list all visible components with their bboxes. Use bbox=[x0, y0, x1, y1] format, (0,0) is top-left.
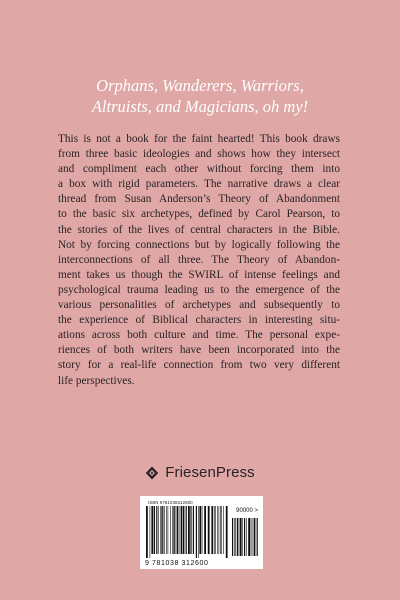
barcode-bar bbox=[146, 506, 148, 558]
barcode-bar bbox=[214, 506, 215, 554]
barcode-bar bbox=[193, 506, 194, 554]
price-barcode-bar bbox=[244, 518, 245, 556]
barcode-bar bbox=[160, 506, 161, 554]
price-code: 90000 > bbox=[236, 508, 258, 514]
blurb-line: ations across both culture and time. The personal expe- bbox=[58, 329, 340, 342]
barcode-bar bbox=[202, 506, 203, 554]
barcode-bars bbox=[146, 506, 228, 558]
barcode-bar bbox=[168, 506, 169, 554]
blurb-line: interconnections of all three. The Theory of Abandon- bbox=[58, 253, 340, 266]
barcode-bar bbox=[183, 506, 185, 554]
barcode-bar bbox=[156, 506, 157, 554]
price-barcode-bar bbox=[237, 518, 238, 556]
price-barcode-bar bbox=[257, 518, 258, 556]
blurb-line: thread from Susan Anderson’s Theory of Abandonment bbox=[58, 193, 340, 206]
blurb-line: riences of both writers have been incorporated into the bbox=[58, 344, 340, 357]
price-barcode-bar bbox=[254, 518, 256, 556]
blurb-line: and compliment each other without forcing them into bbox=[58, 163, 340, 176]
price-barcode-bar bbox=[252, 518, 253, 556]
barcode-bar bbox=[166, 506, 167, 554]
blurb-line: the stories of the lives of central characters in the Bible. bbox=[58, 223, 340, 236]
blurb-line: a box with rigid parameters. The narrative draws a clear bbox=[58, 178, 340, 191]
blurb-line: from three basic ideologies and shows how they intersect bbox=[58, 148, 340, 161]
barcode-bar bbox=[220, 506, 221, 554]
price-barcode-bar bbox=[242, 518, 243, 556]
blurb-line: psychological trauma leading us to the emergence of the bbox=[58, 283, 340, 296]
price-barcode-bars bbox=[232, 518, 258, 556]
tagline bbox=[0, 75, 400, 117]
blurb-line: This is not a book for the faint hearted! This book draws bbox=[58, 133, 340, 145]
price-barcode-bar bbox=[239, 518, 240, 556]
friesenpress-logo-icon bbox=[145, 466, 159, 480]
barcode-bar bbox=[162, 506, 163, 554]
barcode-bar bbox=[196, 506, 197, 558]
tagline-line-2: Altruists, and Magicians, oh my! bbox=[91, 97, 309, 116]
barcode-bar bbox=[164, 506, 165, 554]
price-barcode-bar bbox=[248, 518, 250, 556]
isbn-digits: 9 781038 312600 bbox=[145, 560, 209, 567]
barcode-bar bbox=[223, 506, 224, 554]
blurb-line: story for a real-life connection from two very different bbox=[58, 359, 340, 372]
barcode-bar bbox=[177, 506, 179, 554]
price-barcode-bar bbox=[251, 518, 252, 556]
blurb-line: life perspectives. bbox=[58, 374, 135, 387]
blurb-line: ment takes us though the SWIRL of intense feelings and bbox=[58, 268, 340, 281]
barcode-bar bbox=[188, 506, 190, 554]
barcode-bar bbox=[190, 506, 191, 554]
publisher-name: FriesenPress bbox=[165, 464, 255, 481]
barcode-bar bbox=[151, 506, 153, 554]
barcode-bar bbox=[180, 506, 181, 554]
barcode-bar bbox=[199, 506, 201, 554]
price-barcode-bar bbox=[246, 518, 247, 556]
barcode-bar bbox=[154, 506, 155, 554]
blurb-line: to the basic six archetypes, defined by Carol Pearson, to bbox=[58, 208, 340, 221]
blurb-line: Not by forcing connections but by logically following the bbox=[58, 238, 340, 251]
barcode-bar bbox=[219, 506, 220, 554]
barcode-bar bbox=[208, 506, 210, 554]
barcode-bar bbox=[226, 506, 228, 558]
blurb-line: various personalities of archetypes and subsequently to bbox=[58, 299, 340, 312]
barcode-bar bbox=[217, 506, 218, 554]
barcode-bar bbox=[198, 506, 199, 558]
barcode-bar bbox=[186, 506, 187, 554]
barcode-bar bbox=[174, 506, 175, 554]
barcode-bar bbox=[170, 506, 171, 554]
barcode-bar bbox=[181, 506, 182, 554]
isbn-label: ISBN 9781038312600 bbox=[148, 500, 193, 505]
tagline-line-1: Orphans, Wanderers, Warriors, bbox=[96, 76, 304, 95]
publisher-logo bbox=[0, 464, 400, 481]
barcode-bar bbox=[150, 506, 151, 558]
barcode-bar bbox=[211, 506, 213, 554]
isbn-barcode bbox=[140, 496, 263, 569]
blurb-line: the experience of Biblical characters in interesting situ- bbox=[58, 314, 340, 327]
price-barcode-bar bbox=[234, 518, 235, 556]
barcode-bar bbox=[172, 506, 173, 554]
barcode-bar bbox=[204, 506, 206, 554]
barcode-bar bbox=[158, 506, 159, 554]
price-barcode-bar bbox=[240, 518, 242, 556]
price-barcode-bar bbox=[232, 518, 233, 556]
back-cover-blurb bbox=[58, 132, 340, 389]
